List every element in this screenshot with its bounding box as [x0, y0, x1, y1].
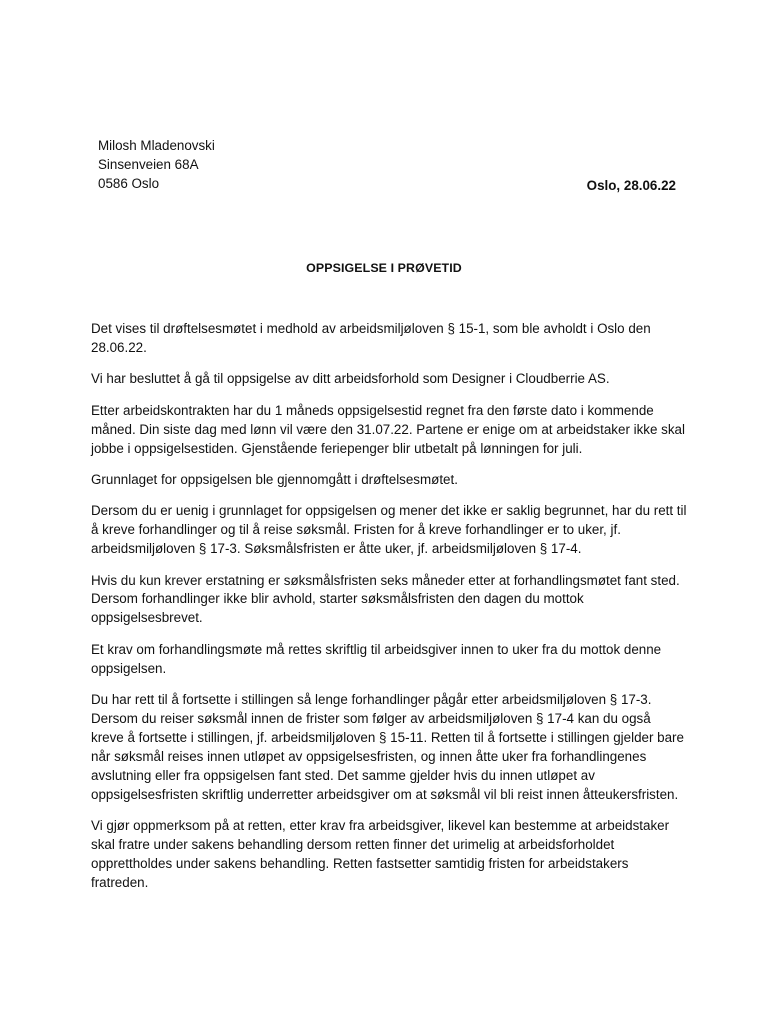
place-date: Oslo, 28.06.22 [586, 178, 676, 193]
paragraph: Grunnlaget for oppsigelsen ble gjennomgått i drøftelsesmøtet. [91, 471, 458, 487]
letter-body [91, 320, 687, 905]
recipient-address [98, 136, 215, 193]
recipient-postal: 0586 Oslo [98, 176, 160, 191]
letter-title: OPPSIGELSE I PRØVETID [306, 261, 462, 275]
recipient-street: Sinsenveien 68A [98, 157, 199, 172]
recipient-name: Milosh Mladenovski [98, 138, 215, 153]
paragraph: Det vises til drøftelsesmøtet i medhold av arbeidsmiljøloven § 15-1, som ble avholdt i Oslo den 28.06.22. [91, 321, 651, 355]
paragraph: Vi har besluttet å gå til oppsigelse av ditt arbeidsforhold som Designer i Cloudberrie AS. [91, 371, 610, 387]
paragraph: Et krav om forhandlingsmøte må rettes skriftlig til arbeidsgiver innen to uker fra du mottok denne oppsigelsen. [91, 641, 662, 676]
paragraph: Vi gjør oppmerksom på at retten, etter krav fra arbeidsgiver, likevel kan bestemme at arbeidstaker skal fratre under sakens behandling dersom retten finner det urimelig at arbeidsforholdet opprettholdes under sakens behandling. Retten fastsetter samtidig fristen for arbeidstakers fratreden. [91, 818, 670, 890]
paragraph: Etter arbeidskontrakten har du 1 måneds oppsigelsestid regnet fra den første dato i kommende måned. Din siste dag med lønn vil være den 31.07.22. Partene er enige om at arbeidstaker ikke skal jobbe i oppsigelsestiden. Gjenstående feriepenger blir utbetalt på lønningen for juli. [91, 402, 685, 456]
paragraph: Du har rett til å fortsette i stillingen så lenge forhandlinger pågår etter arbeidsmiljøloven § 17-3. Dersom du reiser søksmål innen de frister som følger av arbeidsmiljøloven § 17-4 kan du også kreve å fortsette i stillingen, jf. arbeidsmiljøloven § 15-11. Retten til å fortsette i stillingen gjelder bare når søksmål reises innen utløpet av oppsigelsesfristen, og innen åtte uker fra forhandlingenes avslutning eller fra oppsigelsen fant sted. Det samme gjelder hvis du innen utløpet av oppsigelsesfristen skriftlig underretter arbeidsgiver om at søksmål vil bli reist innen åtteukersfristen. [91, 692, 684, 802]
paragraph: Dersom du er uenig i grunnlaget for oppsigelsen og mener det ikke er saklig begrunnet, har du rett til å kreve forhandlinger og til å reise søksmål. Fristen for å kreve forhandlinger er to uker, jf. arbeidsmiljøloven § 17-3. Søksmålsfristen er åtte uker, jf. arbeidsmiljøloven § 17-4. [91, 503, 687, 557]
paragraph: Hvis du kun krever erstatning er søksmålsfristen seks måneder etter at forhandlingsmøtet fant sted. Dersom forhandlinger ikke blir avhold, starter søksmålsfristen den dagen du mottok oppsigelsesbrevet. [91, 572, 680, 626]
